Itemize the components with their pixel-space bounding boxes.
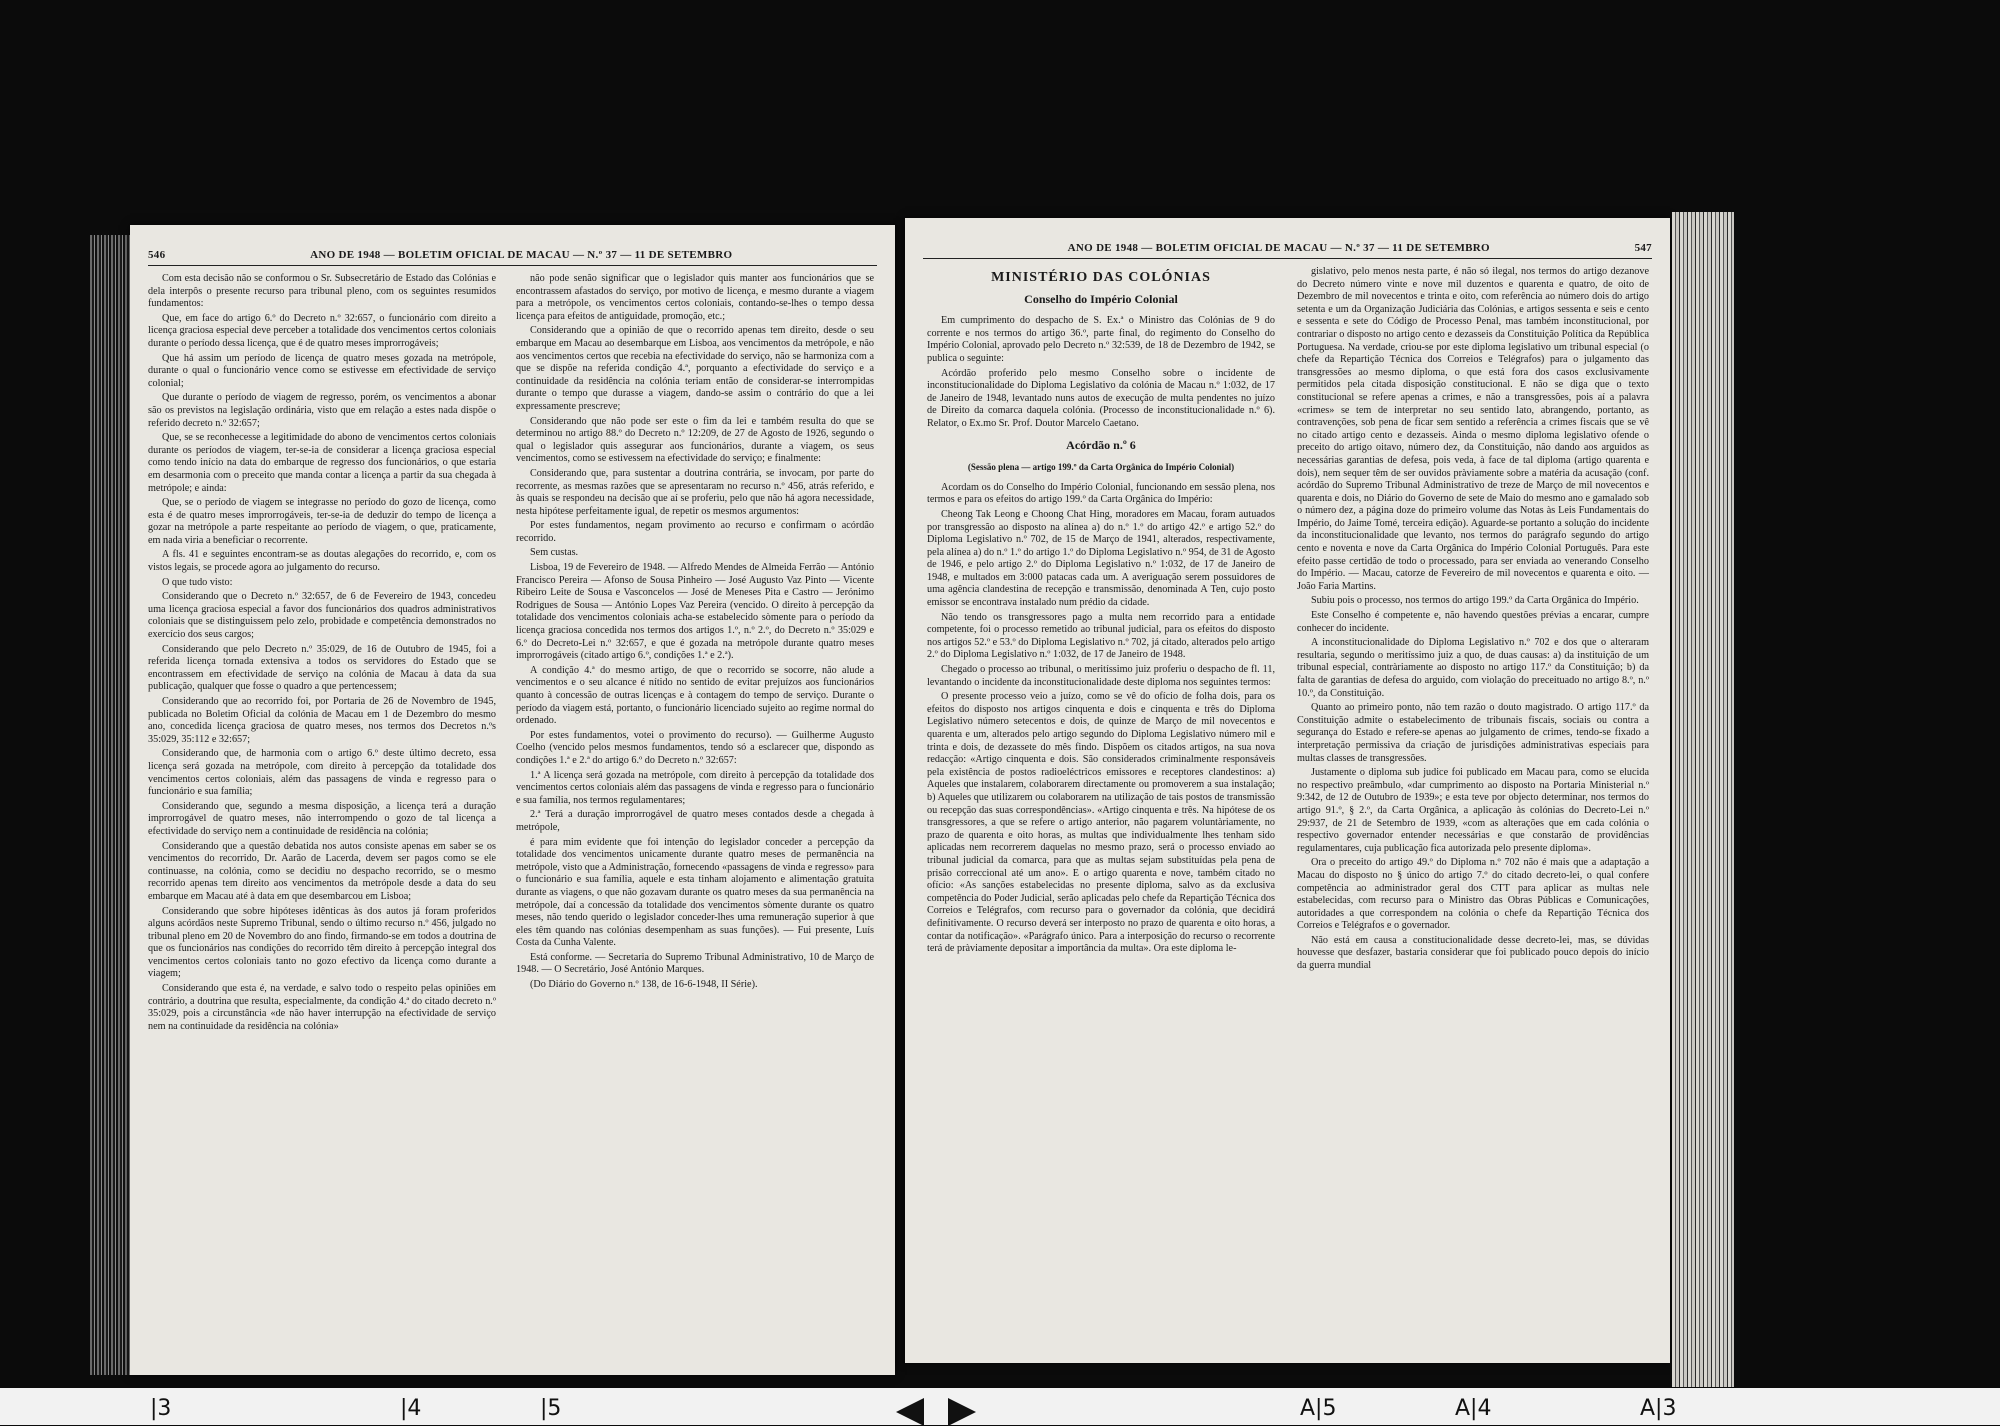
paragraph: Lisboa, 19 de Fevereiro de 1948. — Alfredo Mendes de Almeida Ferrão — António Francisco Pereira — Afonso de Sousa Pinheiro — José Augusto Vaz Pinto — Vicente Ribeiro Leite de Sousa e Vasconcelos — José de Meneses Pita e Castro — Jerónimo Rodrigues de Sousa — António Lopes Vaz Pereira (vencido. O direito à percepção da totalidade dos vencimentos coloniais acha-se estabelecido sòmente para o período da licença graciosa concedida nos termos dos artigos 1.º, n.º 2.º, do Decreto n.º 35:029 e 6.º do Decreto-Lei n.º 32:657, e que é gozada na metrópole durante quatro meses improrrogáveis (citado artigo 6.º, condições 1.ª e 2.ª). <box>516 562 874 662</box>
paragraph: Considerando que, de harmonia com o artigo 6.º deste último decreto, essa licença será gozada na metrópole, com direito à percepção da totalidade dos vencimentos certos coloniais, além das passagens de vinda e regresso para o funcionário e sua família; <box>148 748 496 798</box>
paragraph: Considerando que o Decreto n.º 32:657, de 6 de Fevereiro de 1943, concedeu uma licença graciosa especial a favor dos funcionários dos quadros administrativos coloniais que se distinguissem pelo zelo, probidade e competência demonstrados no exercício dos seus cargos; <box>148 591 496 641</box>
paragraph: Considerando que sobre hipóteses idênticas às dos autos já foram proferidos alguns acórdãos neste Supremo Tribunal, sendo o último recurso n.º 456, julgado no tribunal pleno em 20 de Novembro do ano findo, firmando-se em todos a doutrina de que os funcionários nas condições do recorrido têm direito à percepção integral dos vencimentos certos coloniais tanto no gozo efectivo da licença como durante a viagem; <box>148 905 496 980</box>
paragraph: Sem custas. <box>530 547 579 559</box>
paragraph: (Do Diário do Governo n.º 138, de 16-6-1948, II Série). <box>530 979 758 991</box>
right-page <box>905 218 1670 1363</box>
paragraph: Considerando que, para sustentar a doutrina contrária, se invocam, por parte do recorrente, as mesmas razões que se apresentaram no recurso n.º 456, atrás referido, e às quais se respondeu na decisão que aí se proferiu, pelo que não há agora necessidade, nesta hipótese perfeitamente igual, de repetir os mesmos argumentos: <box>516 467 874 517</box>
intro-paragraphs <box>927 315 1275 430</box>
left-page <box>130 225 895 1375</box>
paragraph: é para mim evidente que foi intenção do legislador conceder a percepção da totalidade dos vencimentos unicamente durante quatro meses de permanência na metrópole, visto que a Administração, fornecendo «passagens de vinda e regresso» para o funcionário e sua família, aquele e esta tinham alojamento e alimentação gratuita durante as viagens, o que não gozavam durante os quatro meses da sua permanência na metrópole, daí a concessão da totalidade dos vencimentos sòmente durante os quatro meses, não tendo querido o legislador conceder-lhes uma remuneração superior à que eles têm quando nas colónias desempenham as suas funções). — Fui presente, Luís Costa da Cunha Valente. <box>516 836 874 949</box>
right-page-title: ANO DE 1948 — BOLETIM OFICIAL DE MACAU — N.º 37 — 11 DE SETEMBRO <box>1067 242 1490 254</box>
paragraph: Considerando que, segundo a mesma disposição, a licença terá a duração improrrogável de quatro meses, não interrompendo o gozo de tal licença a efectividade do serviço nem a continuidade de residência na colónia; <box>148 800 496 837</box>
acordao-title: Acórdão n.º 6 <box>1066 437 1136 452</box>
acordao-body <box>927 482 1275 956</box>
paragraph: Quanto ao primeiro ponto, não tem razão o douto magistrado. O artigo 117.º da Constituição admite o estabelecimento de tribunais fiscais, sociais ou contra a segurança do Estado e refere-se apenas ao julgamento de crimes, tendo-se fixado a interpretação permissiva da criação de jurisdições administrativas especiais para multas classes de transgressões. <box>1297 702 1649 764</box>
paragraph: Não está em causa a constitucionalidade desse decreto-lei, mas, se dúvidas houvesse que desfazer, bastaria considerar que foi publicado pouco depois do início da guerra mundial <box>1297 934 1649 972</box>
frame-mark: A|3 <box>1640 1396 1677 1421</box>
left-column-1 <box>148 273 496 1353</box>
right-book-edge <box>1672 212 1734 1387</box>
paragraph: A inconstitucionalidade do Diploma Legislativo n.º 702 e dos que o alteraram resultaria, segundo o meritíssimo juiz a quo, de duas causas: a) da instituição de um tribunal especial, contràriamente ao disposto no artigo 117.º da Constituição; b) da falta de garantias de defesa do arguido, com violação do preceituado no artigo 8.º, n.º 10.º, da Constituição. <box>1297 637 1649 699</box>
ministry-heading: MINISTÉRIO DAS COLÓNIAS <box>991 270 1211 285</box>
paragraph: 2.ª Terá a duração improrrogável de quatro meses contados desde a chegada à metrópole, <box>516 809 874 833</box>
paragraph: O presente processo veio a juízo, como se vê do ofício de folha dois, para os efeitos do disposto nos artigos cinquenta e dois e cinquenta e três do Diploma Legislativo número setecentos e dois, de quinze de Março de mil novecentos e quarenta e um, alterados pelo artigo segundo do Diploma Legislativo número mil e trinta e dois, de dezassete do mês findo. Dispõem os citados artigos, na sua nova redacção: «Artigo cinquenta e dois. São considerados criminalmente responsáveis pela existência de postos radioeléctricos emissores e receptores clandestinos: a) Aqueles que instalarem, colaborarem directamente ou promoverem a sua instalação; b) Aqueles que utilizarem ou colaborarem na utilização de tais postos de transmissão ou recepção das suas correspondências». «Artigo cinquenta e três. Na hipótese de os transgressores, a que se refere o artigo anterior, não pagarem voluntàriamente, no prazo de quarenta e oito horas, as multas que individualmente lhes tenham sido aplicadas nem recorrerem daquelas no mesmo prazo, será o processo enviado ao tribunal judicial da comarca, para que as multas sejam substituídas pela pena de prisão correccional até um ano». E o artigo quarenta e nove, também citado no ofício: «As sanções estabelecidas no presente diploma, salvo as da exclusiva competência do Poder Judicial, serão aplicadas pelo chefe da Repartição Técnica dos Correios e Telégrafos, com recurso para o governador da colónia, que decidirá definitivamente. O recurso deverá ser interposto no prazo de quarenta e oito horas, a contar da notificação». «Parágrafo único. Para a interposição do recurso o recorrente terá de pràviamente depositar a importância da multa». Ora este diploma le- <box>927 691 1275 955</box>
paragraph: O que tudo visto: <box>162 576 233 588</box>
paragraph: Que, em face do artigo 6.º do Decreto n.º 32:657, o funcionário com direito a licença graciosa especial deve perceber a totalidade dos vencimentos certos coloniais durante o período dessa licença, que é de quatro meses improrrogáveis; <box>148 312 496 349</box>
paragraph: Considerando que a questão debatida nos autos consiste apenas em saber se os vencimentos do recorrido, Dr. Aarão de Lacerda, devem ser pagos como se ele continuasse, na colónia, como se decidiu no despacho recorrido, se o mesmo recorrido apenas tem direito aos vencimentos da metrópole desde a data do seu embarque em Macau até à data em que desembarcou em Lisboa; <box>148 840 496 902</box>
paragraph: Não tendo os transgressores pago a multa nem recorrido para a entidade competente, foi o processo remetido ao tribunal judicial, para os efeitos do disposto nos artigos 52.º e 53.º do Diploma Legislativo n.º 702, já citado, alterados pelo artigo 2.º do Diploma Legislativo n.º 1:032, de 17 de Janeiro de 1948. <box>927 611 1275 661</box>
left-book-edge <box>90 235 132 1375</box>
paragraph: Cheong Tak Leong e Choong Chat Hing, moradores em Macau, foram autuados por transgressão ao disposto na alínea a) do n.º 1.º do artigo 42.º e artigo 52.º do Diploma Legislativo n.º 702, de 15 de Março de 1941, alterados, respectivamente, pela alínea a) do n.º 1.º do artigo 1.º do Diploma Legislativo n.º 954, de 31 de Agosto de 1946, e pelo artigo 2.º do Diploma Legislativo n.º 1:032, de 17 de Janeiro de 1948, e multados em 3:000 patacas cada um. A averiguação serem possuidores de uma agência clandestina de recepção e transmissão, denominada A Ten, cujo posto emissor se encontrava instalado num prédio da cidade. <box>927 508 1275 609</box>
paragraph: Por estes fundamentos, votei o provimento do recurso). — Guilherme Augusto Coelho (vencido pelos mesmos fundamentos, tendo só a esclarecer que, dispondo as condições 1.ª e 2.ª do artigo 6.º do Decreto n.º 32:657: <box>516 729 874 766</box>
arrow-right-icon <box>948 1398 976 1426</box>
paragraph: Que, se o período de viagem se integrasse no período do gozo de licença, como esta é de quatro meses improrrogáveis, ter-se-ia de deduzir do tempo de licença a gozar na metrópole a parte respeitante ao período de viagem, o que, praticamente, em nada viria a beneficiar o recorrente. <box>148 497 496 546</box>
paragraph: Considerando que a opinião de que o recorrido apenas tem direito, desde o seu embarque em Macau ao desembarque em Lisboa, aos vencimentos da metrópole, e não aos vencimentos certos que recebia na efectividade do serviço, não se harmoniza com a que se dispõe na referida condição 4.ª, porquanto a efectividade do serviço e a continuidade da residência na colónia teriam então de considerar-se interrompidas durante o tempo que durasse a viagem, dando-se assim o contrário do que a lei expressamente prescreve; <box>516 325 874 412</box>
paragraph: Subiu pois o processo, nos termos do artigo 199.º da Carta Orgânica do Império. <box>1311 595 1639 607</box>
right-page-number: 547 <box>1634 242 1652 254</box>
paragraph: Que há assim um período de licença de quatro meses gozada na metrópole, durante o qual o funcionário vence como se estivesse em efectividade de serviço colonial; <box>148 352 496 389</box>
film-strip <box>0 1388 2000 1425</box>
paragraph: Com esta decisão não se conformou o Sr. Subsecretário de Estado das Colónias e dela interpôs o presente recurso para tribunal pleno, com os seguintes resumidos fundamentos: <box>148 273 496 310</box>
right-column-2 <box>1297 266 1649 1346</box>
paragraph: Em cumprimento do despacho de S. Ex.ª o Ministro das Colónias de 9 do corrente e nos termos do artigo 36.º, parte final, do regimento do Conselho do Império Colonial, aprovado pelo Decreto n.º 32:539, de 18 de Dezembro de 1942, se publica o seguinte: <box>927 315 1275 364</box>
arrow-left-icon <box>896 1398 924 1426</box>
paragraph: Este Conselho é competente e, não havendo questões prévias a encarar, cumpre conhecer do incidente. <box>1297 610 1649 634</box>
paragraph: A condição 4.ª do mesmo artigo, de que o recorrido se socorre, não alude a vencimentos e o seu alcance é nítido no sentido de evitar prejuízos aos funcionários quanto à concessão de outras licenças e à contagem do tempo de serviço. Durante o período da viagem está, portanto, o funcionário licenciado sujeito ao regime normal do ordenado. <box>516 664 874 727</box>
paragraph: Acórdão proferido pelo mesmo Conselho sobre o incidente de inconstitucionalidade do Diploma Legislativo da colónia de Macau n.º 1:032, de 17 de Janeiro de 1948, levantado nuns autos de execução de multa pendentes no juízo de Direito da comarca daquela colónia. (Processo de inconstitucionalidade n.º 6). Relator, o Ex.mo Sr. Prof. Doutor Marcelo Caetano. <box>927 367 1275 429</box>
left-page-title: ANO DE 1948 — BOLETIM OFICIAL DE MACAU — N.º 37 — 11 DE SETEMBRO <box>310 249 733 261</box>
paragraph: Está conforme. — Secretaria do Supremo Tribunal Administrativo, 10 de Março de 1948. — O Secretário, José António Marques. <box>516 951 874 976</box>
right-column-1 <box>927 266 1275 1346</box>
frame-mark: A|5 <box>1300 1396 1337 1421</box>
paragraph: gislativo, pelo menos nesta parte, é não só ilegal, nos termos do artigo dezanove do Decreto número vinte e nove mil duzentos e quarenta e quatro, de oito de Dezembro de mil novecentos e trinta e oito, com referência ao número dois do artigo setenta e um da Organização Judiciária das Colónias, e artigos sessenta e seis e cento e sessenta e sete do Código de Processo Penal, mas também inconstitucional, por contrariar o disposto no artigo cento e dezasseis da Constituição Política da República Portuguesa. Na verdade, criou-se por este diploma legislativo um tribunal especial (o chefe da Repartição Técnica dos Correios e Telégrafos) para o julgamento das transgressões ao mesmo diploma, o que está fora dos casos exclusivamente permitidos pela citada disposição constitucional. E não se diga que o texto constitucional se refere apenas a crimes, e não a transgressões, pois aí a palavra «crimes» se tem de interpretar no seu sentido lato, abrangendo, portanto, as contravenções, sob pena de ficar sem sentido a referência a crimes fiscais que se vê no citado artigo cento e dezasseis. Ainda o mesmo diploma legislativo ofende o preceito do artigo oitavo, número dez, da Constituição, não dando aos arguidos as necessárias garantias de defesa, pois veda, à face de tal diploma (artigo quarenta e dois), nem sequer têm de ser ouvidos pràviamente sobre a matéria da acusação (conf. acórdão do Supremo Tribunal Administrativo de treze de Março de mil novecentos e quarenta e dois, no Diário do Governo de sete de Maio do mesmo ano e gamalado sob o número dez, a página doze do primeiro volume das Notas às Leis Fundamentais do Império, do Jaime Tomé, terceira edição). Aguarde-se portanto a solução do incidente da inconstitucionalidade que levanto, nos termos do parágrafo segundo do artigo cento e noventa e nove da Carta Orgânica do Império Colonial Português. Para este efeito passe certidão de todo o processado, para ser enviada ao venerando Conselho do Império. — Macau, catorze de Fevereiro de mil novecentos e quarenta e oito. — João Faria Martins. <box>1297 266 1649 592</box>
paragraph: Chegado o processo ao tribunal, o meritíssimo juiz proferiu o despacho de fl. 11, levantando o incidente da inconstitucionalidade deste diploma nos seguintes termos: <box>927 664 1275 688</box>
paragraph: Acordam os do Conselho do Império Colonial, funcionando em sessão plena, nos termos e para os efeitos do artigo 199.º da Carta Orgânica do Império: <box>927 481 1275 506</box>
paragraph: Considerando que pelo Decreto n.º 35:029, de 16 de Outubro de 1945, foi a referida licença tornada extensiva a todos os servidores do Estado que se encontrassem em efectividade de serviço na colónia de Macau à data da sua publicação, qualquer que fosse o quadro a que pertencessem; <box>148 643 496 693</box>
paragraph: não pode senão significar que o legislador quis manter aos funcionários que se encontrassem afastados do serviço, por motivo de licença, e mesmo durante a viagem para a metrópole, os vencimentos certos coloniais, contando-se-lhes o tempo dessa licença para efeitos de antiguidade, promoção, etc.; <box>516 273 874 322</box>
paragraph: 1.ª A licença será gozada na metrópole, com direito à percepção da totalidade dos vencimentos certos coloniais além das passagens de vinda e regresso para o funcionário e sua família, nos termos regulamentares; <box>516 769 874 806</box>
session-note: (Sessão plena — artigo 199.º da Carta Orgânica do Império Colonial) <box>967 462 1235 473</box>
left-page-header <box>148 247 877 266</box>
left-page-number: 546 <box>148 249 166 261</box>
paragraph: Ora o preceito do artigo 49.º do Diploma n.º 702 não é mais que a adaptação a Macau do disposto no § único do artigo 7.º do citado decreto-lei, o qual confere competência ao administrador geral dos CTT para aplicar as multas nele estabelecidas, com recurso para o Ministro das Obras Públicas e Comunicações, autoridades a que correspondem na colónia o chefe da Repartição Técnica dos Correios e Telégrafos e o governador. <box>1297 857 1649 932</box>
council-heading: Conselho do Império Colonial <box>1024 291 1178 306</box>
paragraph: A fls. 41 e seguintes encontram-se as doutas alegações do recorrido, e, com os vistos legais, se procede agora ao julgamento do recurso. <box>148 549 496 574</box>
paragraph: Justamente o diploma sub judice foi publicado em Macau para, como se elucida no respectivo preâmbulo, «dar cumprimento ao disposto na Portaria Ministerial n.º 9:342, de 12 de Outubro de 1939»; e esta teve por objecto determinar, nos termos do artigo 91.º, § 2.º, da Carta Orgânica, a aplicação às colónias do Decreto-Lei n.º 29:937, de 21 de Setembro de 1939, «com as alterações que em cada colónia o respectivo governador entender necessárias e que constarão de providências regulamentares, cuja publicação fica autorizada pelo presente diploma». <box>1297 767 1649 854</box>
paragraph: Por estes fundamentos, negam provimento ao recurso e confirmam o acórdão recorrido. <box>516 520 874 544</box>
left-column-2 <box>516 273 874 1353</box>
frame-mark: A|4 <box>1455 1396 1492 1421</box>
paragraph: Considerando que ao recorrido foi, por Portaria de 26 de Novembro de 1945, publicada no Boletim Oficial da colónia de Macau em 1 de Dezembro do mesmo ano, concedida licença graciosa de quatro meses, nos termos dos Decretos n.ºs 35:029, 35:112 e 32:657; <box>148 696 496 745</box>
frame-mark: |4 <box>400 1396 422 1421</box>
paragraph: Que durante o período de viagem de regresso, porém, os vencimentos a abonar são os previstos na legislação ordinária, visto que em relação a estes nada dispõe o referido decreto n.º 32:657; <box>148 392 496 429</box>
frame-mark: |3 <box>150 1396 172 1421</box>
frame-mark: |5 <box>540 1396 562 1421</box>
paragraph: Considerando que não pode ser este o fim da lei e também resulta do que se determinou no artigo 88.º do Decreto n.º 12:209, de 27 de Agosto de 1926, segundo o qual o legislador quis assegurar aos funcionários, durante a viagem, os seus vencimentos, como se estivessem na efectividade do serviço; e finalmente: <box>516 415 874 465</box>
paragraph: Que, se se reconhecesse a legitimidade do abono de vencimentos certos coloniais durante os períodos de viagem, ter-se-ia de considerar a licença graciosa especial como tendo início na data do embarque de regresso dos funcionários, o que estaria em desarmonia com o preceito que manda contar a licença a partir da sua chegada à metrópole; e ainda: <box>148 432 496 494</box>
paragraph: Considerando que esta é, na verdade, e salvo todo o respeito pelas opiniões em contrário, a doutrina que resulta, especialmente, da condição 4.ª do citado decreto n.º 35:029, pois a circunstância «de não haver interrupção na efectividade de serviço nem na continuidade da residência na colónia» <box>148 983 496 1032</box>
right-page-header <box>923 240 1652 259</box>
